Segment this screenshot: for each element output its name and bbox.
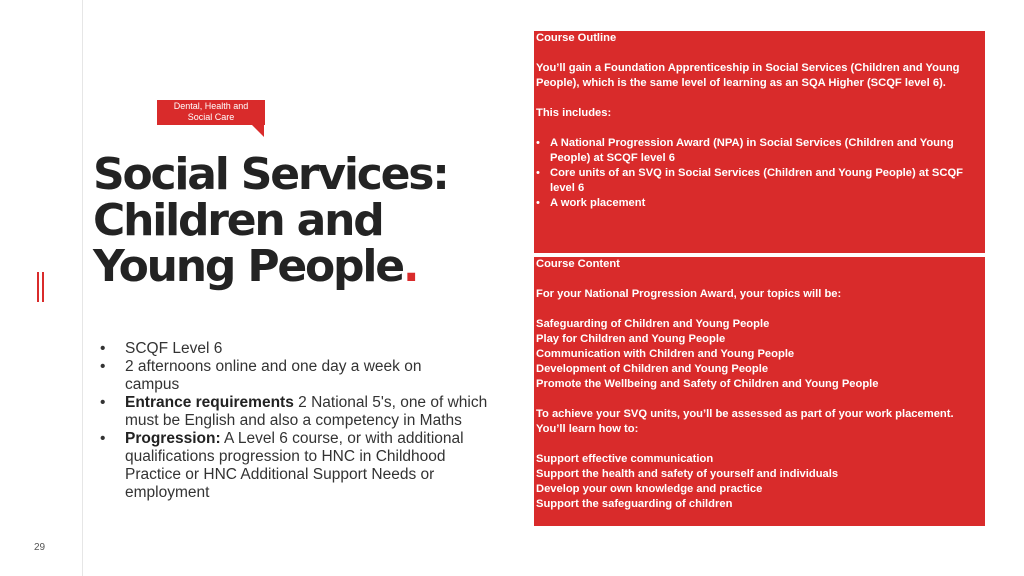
page-number: 29 — [34, 542, 46, 553]
category-tag-pointer — [252, 125, 264, 137]
detail-progression — [100, 430, 492, 502]
detail-schedule — [100, 358, 492, 394]
page-title — [93, 149, 493, 292]
detail-level-text: SCQF Level 6 — [125, 340, 223, 357]
list-item: • A work placement — [536, 196, 983, 211]
category-tag-line2: Social Care — [187, 112, 235, 122]
topic-item: Safeguarding of Children and Young People — [536, 318, 770, 330]
list-item: • A National Progression Award (NPA) in Social Services (Children and Young People) at SCQF level 6 — [536, 136, 983, 166]
title-line-3 — [93, 241, 493, 292]
entrance-label: Entrance requirements — [125, 394, 294, 411]
progression-text: A Level 6 course, or with additional qualifications progression to HNC in Childhood Practice or HNC Additional Support Needs or employment — [125, 430, 464, 501]
svq-units-intro: To achieve your SVQ units, you’ll be assessed as part of your work placement. You’ll learn how to: — [536, 408, 954, 435]
course-content-panel — [534, 257, 985, 526]
npa-topics-intro: For your National Progression Award, your topics will be: — [536, 288, 842, 300]
topic-item: Communication with Children and Young People — [536, 348, 795, 360]
skill-item: Support the health and safety of yourself and individuals — [536, 468, 839, 480]
topic-item: Development of Children and Young People — [536, 363, 769, 375]
course-content-heading: Course Content — [536, 258, 620, 270]
course-outline-intro: You’ll gain a Foundation Apprenticeship in Social Services (Children and Young People), which is the same level of learning as an SQA Higher (SCQF level 6). — [536, 62, 960, 89]
category-tag — [157, 100, 265, 125]
list-item: • Core units of an SVQ in Social Services (Children and Young People) at SCQF level 6 — [536, 166, 983, 196]
skill-item: Develop your own knowledge and practice — [536, 483, 763, 495]
title-line-1: Social Services: — [93, 149, 448, 200]
topic-item: Promote the Wellbeing and Safety of Children and Young People — [536, 378, 879, 390]
left-divider-line — [82, 0, 83, 576]
detail-entrance — [100, 394, 492, 430]
title-line-3-text: Young People — [93, 241, 403, 292]
course-details-list — [100, 340, 492, 502]
course-outline-includes-list — [536, 136, 983, 211]
skill-item: Support effective communication — [536, 453, 714, 465]
category-tag-line1: Dental, Health and — [173, 101, 249, 111]
course-outline-includes-label: This includes: — [536, 107, 612, 119]
skill-item: Support the safeguarding of children — [536, 498, 733, 510]
entrance-text: 2 National 5's, one of which must be English and also a competency in Maths — [125, 394, 488, 429]
course-outline-heading: Course Outline — [536, 32, 617, 44]
topic-item: Play for Children and Young People — [536, 333, 726, 345]
decorative-bar-1 — [37, 272, 39, 302]
detail-schedule-line2: campus — [125, 376, 180, 393]
progression-label: Progression: — [125, 430, 221, 447]
detail-schedule-line1: 2 afternoons online and one day a week on — [125, 358, 422, 375]
course-outline-panel — [534, 31, 985, 253]
decorative-bar-2 — [42, 272, 44, 302]
detail-level — [100, 340, 492, 358]
title-accent-dot: . — [402, 241, 418, 292]
title-line-2: Children and — [93, 195, 383, 246]
